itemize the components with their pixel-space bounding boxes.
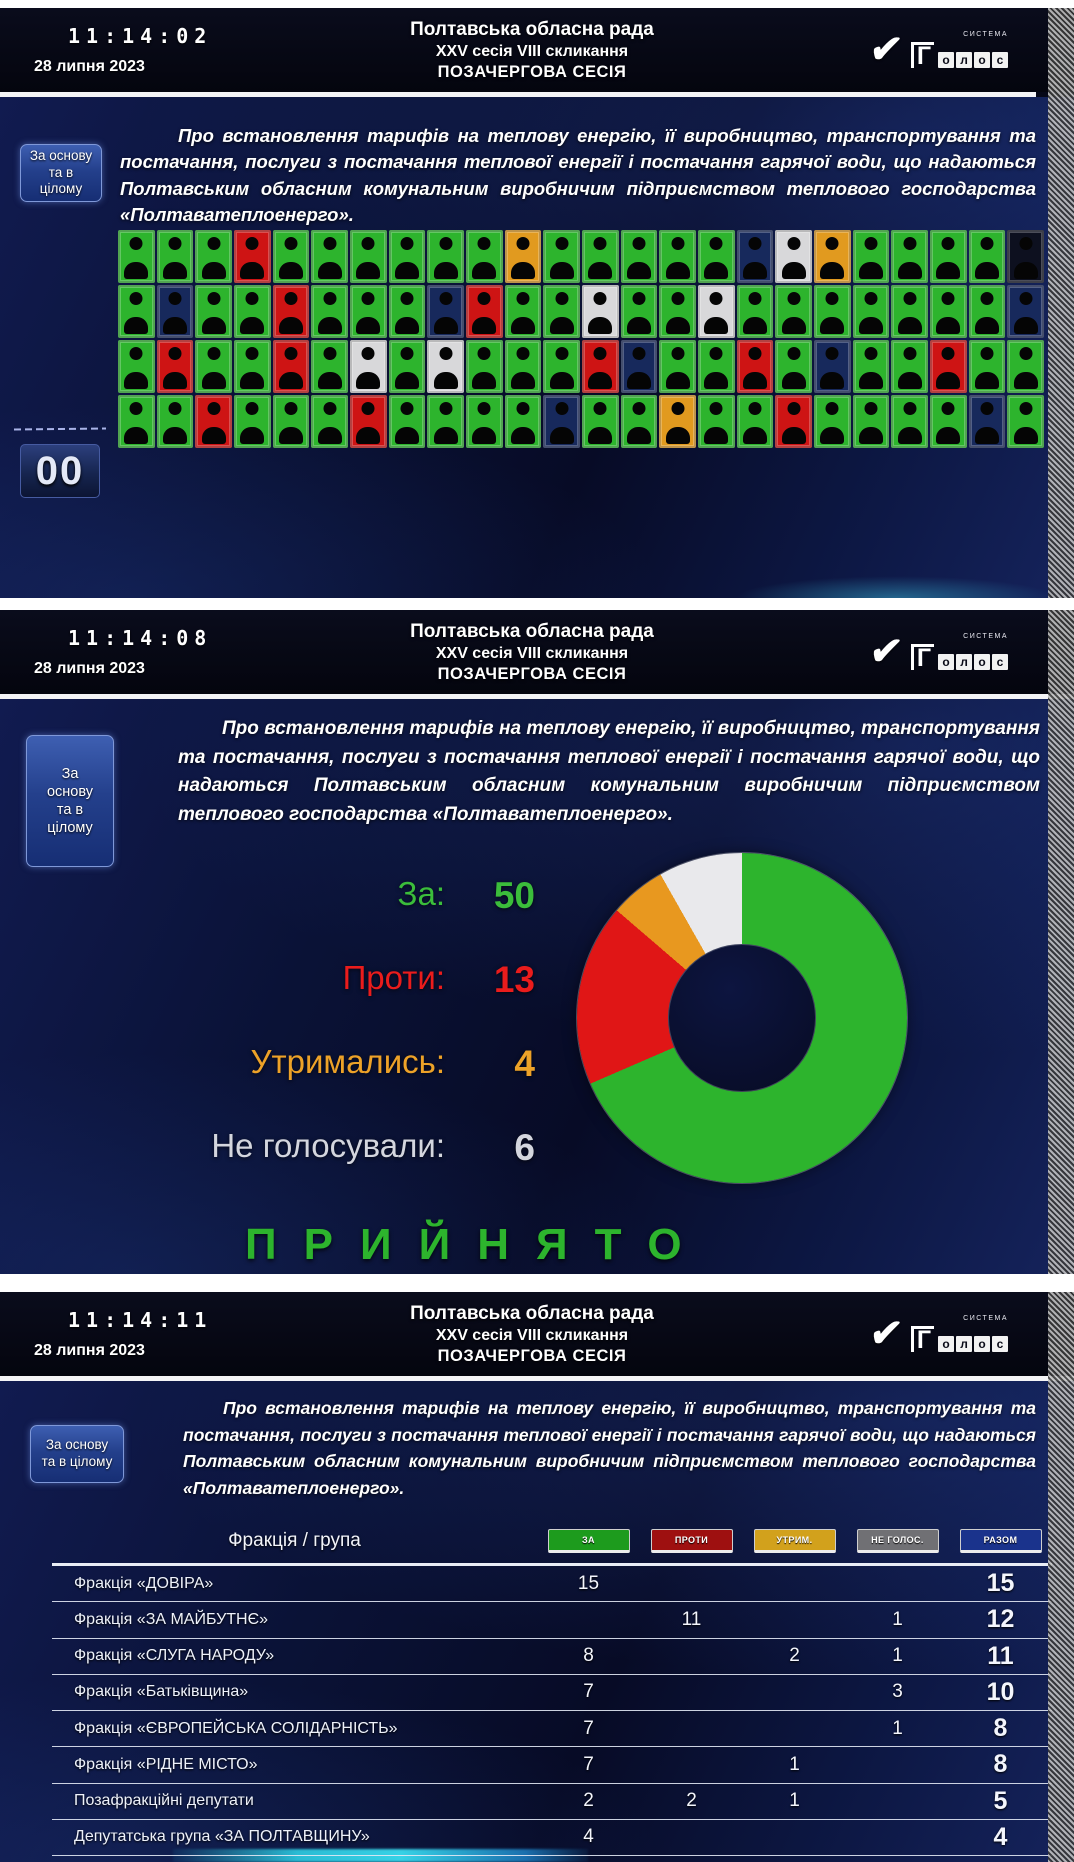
agenda-text: Про встановлення тарифів на теплову енергію, її виробництво, транспортування та постачання, послуги з постачання теплової енергії і постачання гарячої води, що надаються Полтавським обласним комунальним виробничим підприємством теплового господарства «Полтаватеплоенерго». — [183, 1398, 1036, 1498]
logo-letter-box: л — [956, 1336, 972, 1352]
result-row — [0, 959, 535, 1009]
session-type: ПОЗАЧЕРГОВА СЕСІЯ — [437, 1346, 627, 1365]
deputy-tile — [543, 395, 580, 448]
deputy-tile — [234, 285, 271, 338]
table-row — [52, 1820, 1052, 1856]
vote-cell: 2 — [583, 1790, 594, 1812]
logo-letter-box: с — [992, 654, 1008, 670]
deputy-tile — [157, 395, 194, 448]
deputy-tile — [505, 230, 542, 283]
faction-name: Депутатська група «ЗА ПОЛТАВЩИНУ» — [74, 1828, 370, 1846]
deputy-tile — [427, 285, 464, 338]
result-value: 50 — [493, 875, 535, 916]
deputy-tile — [621, 340, 658, 393]
logo-wordmark-letters — [936, 654, 1008, 670]
deputy-tile — [195, 340, 232, 393]
result-value: 6 — [514, 1127, 535, 1168]
table-row — [52, 1711, 1052, 1747]
logo-letter-prefix: Г — [911, 644, 934, 669]
header-title — [255, 620, 809, 684]
deputy-tile — [157, 340, 194, 393]
deputy-tile — [659, 395, 696, 448]
result-label: Проти: — [342, 959, 445, 996]
deputy-tile — [930, 340, 967, 393]
deputy-tile — [853, 395, 890, 448]
panel-vote-results — [0, 610, 1074, 1274]
logo-wordmark — [911, 633, 1008, 673]
logo — [809, 633, 1074, 671]
vote-cell: 11 — [681, 1608, 702, 1630]
bottom-glow — [668, 572, 1048, 598]
result-label: Не голосували: — [211, 1127, 445, 1164]
header-title — [255, 1302, 809, 1366]
deputy-tile — [891, 395, 928, 448]
deputy-tile — [969, 285, 1006, 338]
deputy-tile — [118, 395, 155, 448]
deputy-tile — [775, 340, 812, 393]
logo-wordmark-letters — [936, 52, 1008, 68]
deputy-tile — [505, 395, 542, 448]
checkmark-icon: ✔ — [867, 29, 905, 71]
deputy-tile — [582, 285, 619, 338]
faction-table — [52, 1519, 1052, 1856]
column-chip: УТРИМ. — [754, 1529, 836, 1553]
deputy-tile — [466, 340, 503, 393]
deputy-tile — [698, 395, 735, 448]
vote-cell: 12 — [986, 1605, 1015, 1634]
decor-strip — [1048, 1292, 1074, 1862]
deputy-tile — [1007, 285, 1044, 338]
faction-name: Фракція «ЗА МАЙБУТНЄ» — [74, 1610, 268, 1628]
vote-cell: 7 — [583, 1753, 594, 1775]
deputy-tile — [853, 285, 890, 338]
chip-cell — [743, 1529, 846, 1553]
session-name: XXV сесія VIII скликання — [435, 42, 629, 60]
logo-wordmark-letters — [936, 1336, 1008, 1352]
deputy-tile — [466, 230, 503, 283]
deputy-tile — [505, 285, 542, 338]
panel-body — [0, 1381, 1074, 1862]
deputy-tile — [891, 285, 928, 338]
logo-system-label: СИСТЕМА — [963, 31, 1008, 39]
table-header — [52, 1519, 1052, 1566]
panel-header — [0, 8, 1074, 92]
deputy-tile — [814, 230, 851, 283]
deputy-tile — [891, 340, 928, 393]
table-row — [52, 1639, 1052, 1675]
vote-cell: 8 — [993, 1750, 1008, 1779]
column-chip: НЕ ГОЛОС. — [857, 1529, 939, 1553]
checkmark-icon: ✔ — [867, 631, 905, 673]
column-chip: ПРОТИ — [651, 1529, 733, 1553]
donut-hole — [668, 944, 816, 1092]
deputy-tile — [311, 230, 348, 283]
countdown-display: 00 — [20, 444, 100, 498]
council-name: Полтавська обласна рада — [410, 620, 654, 642]
deputy-tile — [775, 230, 812, 283]
donut-chart — [577, 853, 907, 1183]
deputy-tile — [195, 230, 232, 283]
deputy-tile — [930, 395, 967, 448]
table-row — [52, 1784, 1052, 1820]
logo-letter-box: о — [938, 52, 954, 68]
logo-letter-box: о — [938, 654, 954, 670]
logo-letter-box: о — [938, 1336, 954, 1352]
checkmark-icon: ✔ — [867, 1313, 905, 1355]
countdown-squiggle — [14, 428, 106, 431]
deputy-tile — [737, 340, 774, 393]
logo-letter-box: с — [992, 52, 1008, 68]
header-date: 28 липня 2023 — [34, 58, 145, 75]
deputy-tile — [969, 340, 1006, 393]
vote-cell: 5 — [993, 1786, 1008, 1815]
faction-name: Позафракційні депутати — [74, 1792, 254, 1810]
deputy-tile — [273, 395, 310, 448]
deputy-tile — [273, 340, 310, 393]
vote-cell: 11 — [987, 1641, 1014, 1670]
deputy-tile — [582, 340, 619, 393]
vote-cell: 8 — [583, 1645, 594, 1667]
deputy-tile — [466, 285, 503, 338]
deputy-tile — [427, 230, 464, 283]
agenda-text: Про встановлення тарифів на теплову енергію, її виробництво, транспортування та постачання, послуги з постачання теплової енергії і постачання гарячої води, що надаються Полтавським обласним комунальним виробничим підприємством теплового господарства «Полтаватеплоенерго». — [178, 718, 1040, 825]
deputy-tile — [737, 230, 774, 283]
verdict-text: ПРИЙНЯТО — [245, 1220, 709, 1269]
council-name: Полтавська обласна рада — [410, 18, 654, 40]
deputy-tile — [195, 285, 232, 338]
table-row — [52, 1747, 1052, 1783]
deputy-tile — [234, 230, 271, 283]
deputy-tile — [311, 285, 348, 338]
faction-name: Фракція «РІДНЕ МІСТО» — [74, 1755, 258, 1773]
logo-letter-box: л — [956, 654, 972, 670]
deputy-tile — [234, 340, 271, 393]
deputy-tile — [930, 285, 967, 338]
deputy-tile — [814, 285, 851, 338]
panel-body — [0, 97, 1074, 598]
vote-mode-button: За основу та в цілому — [30, 1425, 124, 1483]
table-row — [52, 1602, 1052, 1638]
vote-mode-button: За основу та в цілому — [26, 735, 114, 867]
faction-name: Фракція «Батьківщина» — [74, 1683, 249, 1701]
decor-strip — [1048, 610, 1074, 1274]
table-header-label: Фракція / група — [228, 1530, 361, 1551]
deputy-tile — [157, 285, 194, 338]
column-chip: РАЗОМ — [960, 1529, 1042, 1553]
chip-cell — [537, 1529, 640, 1553]
result-label: Утримались: — [250, 1043, 445, 1080]
deputy-tile — [659, 285, 696, 338]
header-time: 11:14:11 — [68, 1308, 213, 1332]
deputy-tile — [737, 395, 774, 448]
session-type: ПОЗАЧЕРГОВА СЕСІЯ — [437, 664, 627, 683]
vote-cell: 1 — [789, 1790, 800, 1812]
vote-cell: 7 — [583, 1681, 594, 1703]
deputy-tile — [1007, 395, 1044, 448]
logo — [809, 31, 1074, 69]
deputy-tile — [621, 395, 658, 448]
vote-cell: 15 — [986, 1569, 1015, 1598]
decor-strip — [1048, 8, 1074, 598]
logo-letter-prefix: Г — [911, 1326, 934, 1351]
deputy-tile — [505, 340, 542, 393]
vote-cell: 10 — [986, 1677, 1015, 1706]
result-row — [0, 875, 535, 925]
deputy-tile — [118, 340, 155, 393]
faction-name: Фракція «ЄВРОПЕЙСЬКА СОЛІДАРНІСТЬ» — [74, 1719, 398, 1737]
panel-faction-table — [0, 1292, 1074, 1862]
chip-cell — [846, 1529, 949, 1553]
deputy-tile — [311, 395, 348, 448]
deputy-tile — [350, 340, 387, 393]
table-row — [52, 1566, 1052, 1602]
deputy-tile — [930, 230, 967, 283]
vote-cell: 3 — [892, 1681, 903, 1703]
header-time: 11:14:02 — [68, 24, 213, 48]
deputy-tile — [543, 230, 580, 283]
deputy-tile — [350, 285, 387, 338]
logo-letter-box: с — [992, 1336, 1008, 1352]
vote-cell: 1 — [892, 1608, 903, 1630]
logo-letter-box: о — [974, 1336, 990, 1352]
deputy-tile — [814, 340, 851, 393]
deputy-tile — [659, 230, 696, 283]
panel-header — [0, 1292, 1074, 1376]
result-value: 13 — [493, 959, 535, 1000]
deputy-tile — [427, 340, 464, 393]
logo-letter-box: л — [956, 52, 972, 68]
deputy-tile — [389, 395, 426, 448]
deputy-tile — [118, 285, 155, 338]
faction-name: Фракція «ДОВІРА» — [74, 1574, 214, 1592]
logo-letter-box: о — [974, 654, 990, 670]
panel-body — [0, 699, 1074, 1274]
result-value: 4 — [514, 1043, 535, 1084]
logo-wordmark — [911, 1315, 1008, 1355]
vote-cell: 15 — [577, 1572, 600, 1594]
vote-mode-button: За основу та в цілому — [20, 144, 102, 202]
header-clock — [0, 1308, 255, 1360]
deputy-tile — [389, 285, 426, 338]
deputy-tile — [853, 340, 890, 393]
chip-cell — [949, 1529, 1052, 1553]
deputy-tile — [969, 230, 1006, 283]
deputy-tile — [350, 230, 387, 283]
deputy-tile — [1007, 230, 1044, 283]
panel-header — [0, 610, 1074, 694]
deputy-tile — [118, 230, 155, 283]
deputy-tile — [543, 340, 580, 393]
deputy-tile — [389, 340, 426, 393]
agenda-text: Про встановлення тарифів на теплову енергію, її виробництво, транспортування та постачання, послуги з постачання теплової енергії і постачання гарячої води, що надаються Полтавським обласним комунальним виробничим підприємством теплового господарства «Полтаватеплоенерго». — [120, 125, 1036, 226]
vote-cell: 7 — [583, 1717, 594, 1739]
deputy-tile — [350, 395, 387, 448]
header-clock — [0, 626, 255, 678]
deputy-tile — [814, 395, 851, 448]
deputy-tile — [273, 230, 310, 283]
column-chip: ЗА — [548, 1529, 630, 1553]
deputy-tile — [195, 395, 232, 448]
faction-name: Фракція «СЛУГА НАРОДУ» — [74, 1647, 275, 1665]
session-type: ПОЗАЧЕРГОВА СЕСІЯ — [437, 62, 627, 81]
logo-letter-prefix: Г — [911, 42, 934, 67]
deputy-tile — [582, 395, 619, 448]
result-row — [0, 1127, 535, 1177]
header-clock — [0, 24, 255, 76]
vote-cell: 8 — [993, 1714, 1008, 1743]
faction-table-rows — [52, 1566, 1052, 1856]
table-row — [52, 1675, 1052, 1711]
deputy-tile — [891, 230, 928, 283]
session-name: XXV сесія VIII скликання — [435, 644, 629, 662]
vote-cell: 1 — [892, 1645, 903, 1667]
deputy-tile — [234, 395, 271, 448]
logo-letter-box: о — [974, 52, 990, 68]
vote-cell: 2 — [686, 1790, 697, 1812]
header-title — [255, 18, 809, 82]
deputy-tile — [1007, 340, 1044, 393]
deputy-tile — [698, 230, 735, 283]
deputy-tile — [543, 285, 580, 338]
deputy-tile — [737, 285, 774, 338]
deputy-tile — [389, 230, 426, 283]
header-time: 11:14:08 — [68, 626, 213, 650]
vote-cell: 1 — [892, 1717, 903, 1739]
vote-cell: 4 — [583, 1826, 594, 1848]
deputy-tile — [698, 340, 735, 393]
vote-cell: 4 — [993, 1822, 1008, 1851]
deputy-tile — [775, 285, 812, 338]
logo-wordmark — [911, 31, 1008, 71]
chip-cell — [640, 1529, 743, 1553]
deputy-grid — [118, 230, 1044, 448]
logo-system-label: СИСТЕМА — [963, 1315, 1008, 1323]
deputy-tile — [273, 285, 310, 338]
logo — [809, 1315, 1074, 1353]
logo-system-label: СИСТЕМА — [963, 633, 1008, 641]
deputy-tile — [775, 395, 812, 448]
vote-cell: 1 — [789, 1753, 800, 1775]
vote-cell: 2 — [789, 1645, 800, 1667]
deputy-tile — [582, 230, 619, 283]
result-row — [0, 1043, 535, 1093]
deputy-tile — [969, 395, 1006, 448]
header-date: 28 липня 2023 — [34, 660, 145, 677]
council-name: Полтавська обласна рада — [410, 1302, 654, 1324]
deputy-tile — [621, 230, 658, 283]
deputy-tile — [427, 395, 464, 448]
result-label: За: — [397, 875, 445, 912]
deputy-tile — [157, 230, 194, 283]
deputy-tile — [659, 340, 696, 393]
header-date: 28 липня 2023 — [34, 1342, 145, 1359]
session-name: XXV сесія VIII скликання — [435, 1326, 629, 1344]
deputy-tile — [853, 230, 890, 283]
deputy-tile — [311, 340, 348, 393]
deputy-tile — [698, 285, 735, 338]
deputy-tile — [466, 395, 503, 448]
deputy-tile — [621, 285, 658, 338]
panel-voting-grid — [0, 8, 1074, 598]
